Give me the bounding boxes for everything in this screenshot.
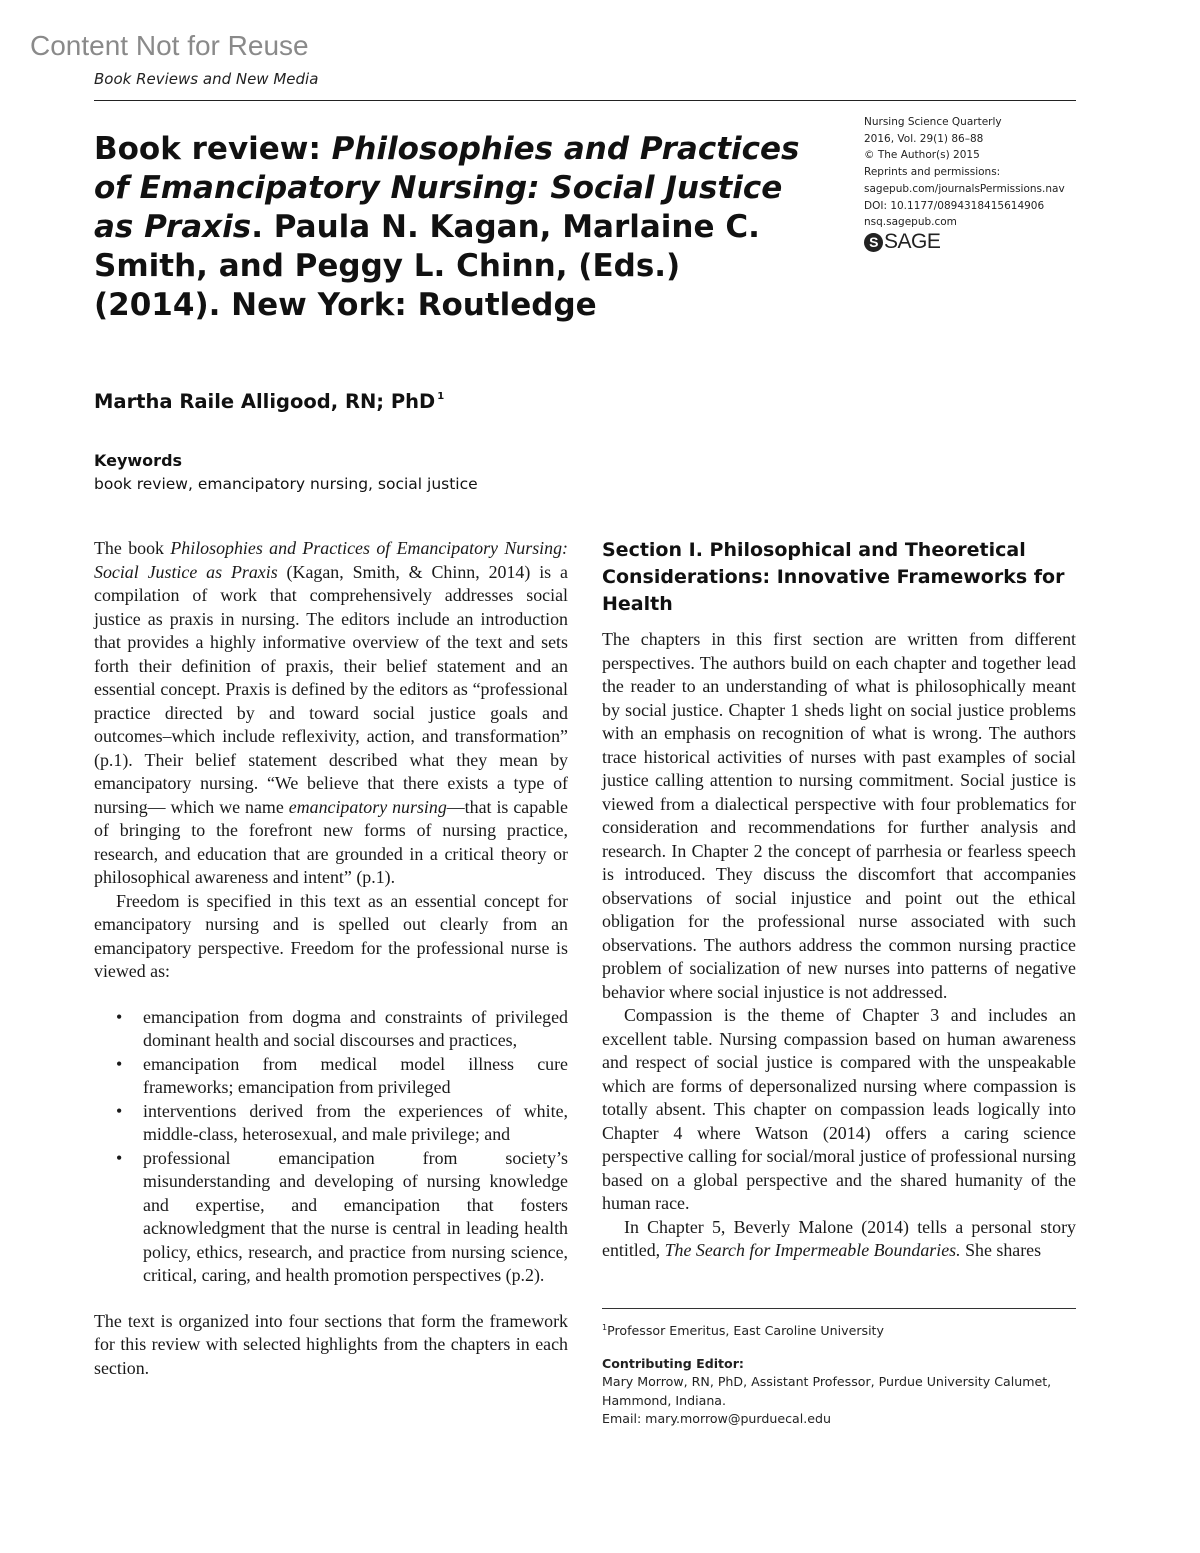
body-paragraph <box>602 1216 1076 1263</box>
author-name: Martha Raile Alligood, RN; PhD <box>94 390 436 413</box>
contact-email[interactable]: Email: mary.morrow@purduecal.edu <box>602 1411 831 1426</box>
section-heading: Section I. Philosophical and Theoretical Considerations: Innovative Frameworks for Health <box>602 539 1065 615</box>
list-item: • emancipation from medical model illness cure frameworks; emancipation from privileged <box>143 1053 568 1100</box>
journal-reprints: Reprints and permissions: <box>864 166 1001 179</box>
sage-logo-text: SAGE <box>884 230 941 254</box>
footnotes <box>602 1308 1076 1429</box>
affiliation-text: Professor Emeritus, East Caroline University <box>607 1323 884 1338</box>
journal-volume: 2016, Vol. 29(1) 86–88 <box>864 132 984 145</box>
chapter-title-italic: The Search for Impermeable Boundaries. <box>664 1240 961 1260</box>
keywords-list: book review, emancipatory nursing, social justice <box>94 475 478 493</box>
body-paragraph: The text is organized into four sections that form the framework for this review with selected highlights from the chapters in each section. <box>94 1310 568 1378</box>
title-book-name: Philosophies and Practices of Emancipatory Nursing: Social Justice as Praxis <box>94 131 800 245</box>
body-text: —that is capable of bringing to the forefront new forms of nursing practice, research, and education that are grounded in a critical theory or philosophical awareness and intent” (p.1). <box>94 796 568 887</box>
book-title-italic: Philosophies and Practices of Emancipatory Nursing: Social Justice as Praxis <box>94 538 568 582</box>
contributing-editor-heading: Contributing Editor: <box>602 1355 744 1371</box>
body-text: In Chapter 5, Beverly Malone (2014) tells a personal story entitled, <box>602 1216 1076 1260</box>
author-line <box>94 390 444 413</box>
author-affiliation-marker: 1 <box>437 391 445 402</box>
permissions-link[interactable]: sagepub.com/journalsPermissions.nav <box>864 182 1065 195</box>
body-text: (Kagan, Smith, & Chinn, 2014) is a compilation of work that comprehensively addresses social justice as praxis in nursing. The editors include an introduction that provides a highly informative overview of the text and sets forth their definition of praxis, their belief statement and an essential concept. Praxis is defined by the editors as “professional practice directed by and toward social justice goals and outcomes–which include reflexivity, action, and transformation” (p.1). Their belief statement described what they mean by emancipatory nursing. “We believe that there exists a type of nursing— which we name <box>94 561 568 817</box>
journal-metadata <box>864 114 1076 252</box>
body-paragraph: Compassion is the theme of Chapter 3 and includes an excellent table. Nursing compassion based on human awareness and respect of social justice is compared with the unspeakable which are forms of depersonalized nursing where compassion is totally absent. This chapter on compassion leads logically into Chapter 4 where Watson (2014) offers a caring science perspective calling for social/moral justice of professional nursing based on a global perspective and the shared humanity of the human race. <box>602 1005 1076 1213</box>
body-paragraph <box>94 537 568 890</box>
article-doi[interactable]: DOI: 10.1177/0894318415614906 <box>864 199 1045 212</box>
freedom-bullet-list <box>94 1006 568 1288</box>
right-column <box>602 537 1076 1263</box>
watermark-text: Content Not for Reuse <box>30 30 309 61</box>
sage-logo-icon: S <box>864 233 883 252</box>
journal-site-link[interactable]: nsq.sagepub.com <box>864 216 957 229</box>
body-text: She shares <box>960 1240 1042 1260</box>
footnote-rule <box>602 1308 1076 1309</box>
body-paragraph: Freedom is specified in this text as an essential concept for emancipatory nursing and is spelled out clearly from an emancipatory perspective. Freedom for the professional nurse is viewed as: <box>94 890 568 981</box>
term-italic: emancipatory nursing <box>288 796 447 817</box>
footnote-affiliation <box>602 1319 1076 1341</box>
list-item: • interventions derived from the experiences of white, middle-class, heterosexual, and male privilege; and <box>143 1100 568 1147</box>
keywords-heading: Keywords <box>94 451 183 470</box>
list-item: • emancipation from dogma and constraints of privileged dominant health and social discourses and practices, <box>143 1006 568 1053</box>
header-rule <box>94 100 1076 101</box>
journal-copyright: © The Author(s) 2015 <box>864 149 980 162</box>
running-head: Book Reviews and New Media <box>94 70 319 88</box>
article-title <box>94 130 814 325</box>
left-column <box>94 537 568 1380</box>
title-prefix: Book review: <box>94 131 332 167</box>
journal-name: Nursing Science Quarterly <box>864 116 1002 128</box>
list-item: • professional emancipation from society’s misunderstanding and developing of nursing knowledge and expertise, and emancipation that fosters acknowledgment that the nurse is central in leading health policy, ethics, research, and practice from nursing science, critical, caring, and health promotion perspectives (p.2). <box>143 1147 568 1288</box>
footnote-marker: 1 <box>602 1323 608 1332</box>
contributing-editor-text: Mary Morrow, RN, PhD, Assistant Professor, Purdue University Calumet, Hammond, Indiana. <box>602 1374 1052 1408</box>
body-text: The book <box>94 538 171 558</box>
body-paragraph: The chapters in this first section are written from different perspectives. The authors build on each chapter and together lead the reader to an understanding of what is philosophically meant by social justice. Chapter 1 sheds light on social justice problems with an emphasis on recognition of what is wrong. The authors trace historical activities of nurses with past examples of social justice calling attention to nursing commitment. Social justice is viewed from a dialectical perspective with four problematics for consideration and recommendations for further analysis and research. In Chapter 2 the concept of parrhesia or fearless speech is introduced. They discuss the discomfort that accompanies observations of social injustice and point out the ethical obligation for the professional nurse associated with such observations. The authors address the common nursing practice problem of socialization of new nurses into patterns of negative behavior where social injustice is not addressed. <box>602 629 1076 1002</box>
sage-logo <box>864 230 1076 254</box>
title-suffix: . Paula N. Kagan, Marlaine C. Smith, and Peggy L. Chinn, (Eds.) (2014). New York: Routledge <box>94 209 760 323</box>
